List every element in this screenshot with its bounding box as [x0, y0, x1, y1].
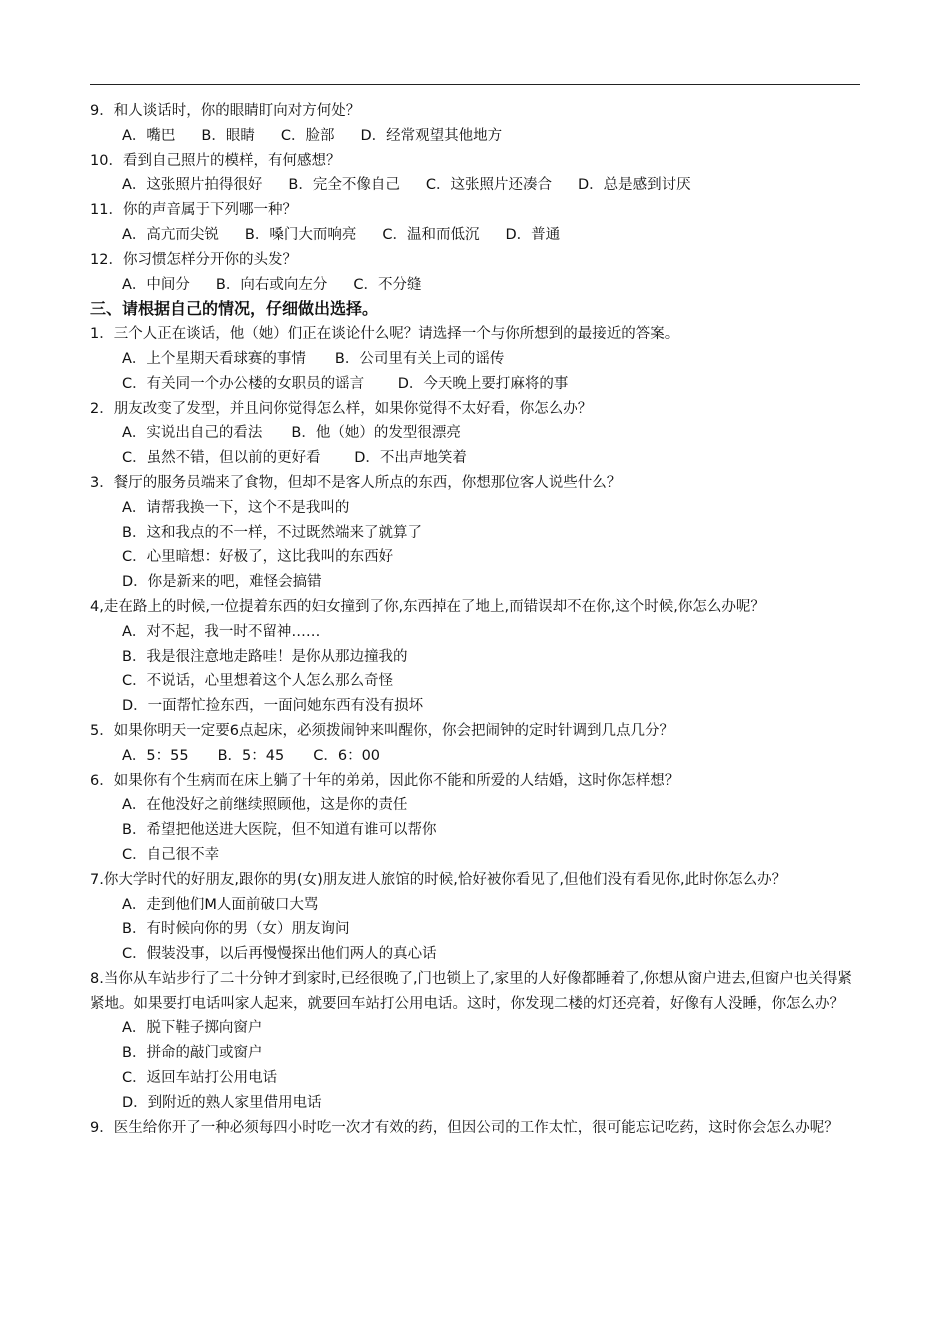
question-text: 10．看到自己照片的模样，有何感想？ — [90, 152, 341, 169]
option-line[interactable]: B．拼命的敲门或窗户 — [122, 1045, 263, 1062]
document-body — [90, 99, 860, 1140]
question-text: 9．和人谈话时，你的眼睛盯向对方何处？ — [90, 103, 361, 119]
option-line[interactable]: B．希望把他送进大医院，但不知道有谁可以帮你 — [122, 822, 437, 839]
question-text: 1．三个人正在谈话，他（她）们正在谈论什么呢？请选择一个与你所想到的最接近的答案。 — [90, 326, 680, 343]
option-b[interactable]: B．向右或向左分 — [215, 276, 328, 293]
option-a[interactable]: A．这张照片拍得很好 — [122, 177, 263, 194]
option-d[interactable]: D．普通 — [505, 226, 561, 243]
question-text: 12．你习惯怎样分开你的头发？ — [90, 251, 297, 268]
question-text: 7.你大学时代的好朋友,跟你的男(女)朋友进人旅馆的时候,恰好被你看见了,但他们没有看见你,此时你怎么办？ — [90, 871, 787, 888]
option-a[interactable]: A．高亢而尖锐 — [122, 226, 219, 243]
option-line[interactable]: A．走到他们M人面前破口大骂 — [122, 896, 319, 913]
option-line[interactable]: A．请帮我换一下，这个不是我叫的 — [122, 499, 350, 516]
option-line[interactable]: C．不说话，心里想着这个人怎么那么奇怪 — [122, 673, 394, 690]
question-text: 4,走在路上的时候,一位提着东西的妇女撞到了你,东西掉在了地上,而错误却不在你,这个时候,你怎么办呢？ — [90, 598, 765, 615]
question-text: 2．朋友改变了发型，并且问你觉得怎么样，如果你觉得不太好看，你怎么办？ — [90, 400, 593, 417]
option-line[interactable]: C．虽然不错，但以前的更好看 D．不出声地笑着 — [122, 450, 467, 467]
question-text: 3．餐厅的服务员端来了食物，但却不是客人所点的东西，你想那位客人说些什么？ — [90, 474, 622, 491]
option-line[interactable]: C．假装没事，以后再慢慢探出他们两人的真心话 — [122, 946, 437, 963]
option-row — [90, 173, 860, 198]
option-line[interactable]: A．5：55 B．5：45 C．6：00 — [122, 747, 381, 764]
option-line[interactable]: A．在他没好之前继续照顾他，这是你的责任 — [122, 797, 408, 814]
header-rule — [90, 84, 860, 85]
question-text: 5．如果你明天一定要6点起床，必须拨闹钟来叫醒你，你会把闹钟的定时针调到几点几分？ — [90, 722, 674, 739]
option-b[interactable]: B．眼睛 — [201, 127, 255, 144]
question-text: 9．医生给你开了一种必须每四小时吃一次才有效的药，但因公司的工作太忙，很可能忘记吃药，这时你会怎么办呢？ — [90, 1119, 839, 1136]
question-text: 8.当你从车站步行了二十分钟才到家时,已经很晚了,门也锁上了,家里的人好像都睡着了,你想从窗户进去,但窗户也关得紧紧地。如果要打电话叫家人起来，就要回车站打公用电话。这时，你发现二楼的灯还亮着，好像有人没睡，你怎么办？ — [90, 970, 852, 1012]
option-line[interactable]: D．到附近的熟人家里借用电话 — [122, 1094, 322, 1111]
option-a[interactable]: A．嘴巴 — [122, 127, 176, 144]
option-line[interactable]: C．返回车站打公用电话 — [122, 1070, 278, 1087]
option-line[interactable]: A．上个星期天看球赛的事情 B．公司里有关上司的谣传 — [122, 350, 505, 367]
option-b[interactable]: B．完全不像自己 — [288, 177, 400, 194]
question-text: 11．你的声音属于下列哪一种？ — [90, 202, 297, 219]
option-c[interactable]: C．不分缝 — [353, 276, 422, 293]
option-line[interactable]: C．心里暗想：好极了，这比我叫的东西好 — [122, 549, 394, 566]
section-heading: 三、请根据自己的情况，仔细做出选择。 — [90, 299, 379, 319]
option-row — [90, 223, 860, 248]
option-line[interactable]: C．有关同一个办公楼的女职员的谣言 D．今天晚上要打麻将的事 — [122, 375, 569, 392]
option-c[interactable]: C．脸部 — [280, 127, 335, 144]
option-line[interactable]: B．我是很注意地走路哇！是你从那边撞我的 — [122, 648, 408, 665]
option-d[interactable]: D．经常观望其他地方 — [360, 127, 503, 144]
option-line[interactable]: A．实说出自己的看法 B．他（她）的发型很漂亮 — [122, 425, 461, 442]
option-d[interactable]: D．总是感到讨厌 — [578, 177, 691, 194]
option-line[interactable]: C．自己很不幸 — [122, 846, 220, 863]
option-line[interactable]: B．这和我点的不一样，不过既然端来了就算了 — [122, 524, 422, 541]
option-c[interactable]: C．温和而低沉 — [382, 226, 480, 243]
option-line[interactable]: A．脱下鞋子掷向窗户 — [122, 1020, 263, 1037]
option-c[interactable]: C．这张照片还凑合 — [425, 177, 552, 194]
question-text: 6．如果你有个生病而在床上躺了十年的弟弟，因此你不能和所爱的人结婚，这时你怎样想？ — [90, 772, 680, 789]
option-line[interactable]: D．你是新来的吧，难怪会搞错 — [122, 574, 322, 591]
option-line[interactable]: B．有时候向你的男（女）朋友询问 — [122, 921, 350, 938]
option-b[interactable]: B．嗓门大而响亮 — [244, 226, 357, 243]
option-a[interactable]: A．中间分 — [122, 276, 190, 293]
option-row — [90, 124, 860, 149]
option-line[interactable]: D．一面帮忙捡东西，一面问她东西有没有损坏 — [122, 698, 424, 715]
option-line[interactable]: A．对不起，我一时不留神…… — [122, 623, 321, 640]
option-row — [90, 273, 860, 298]
